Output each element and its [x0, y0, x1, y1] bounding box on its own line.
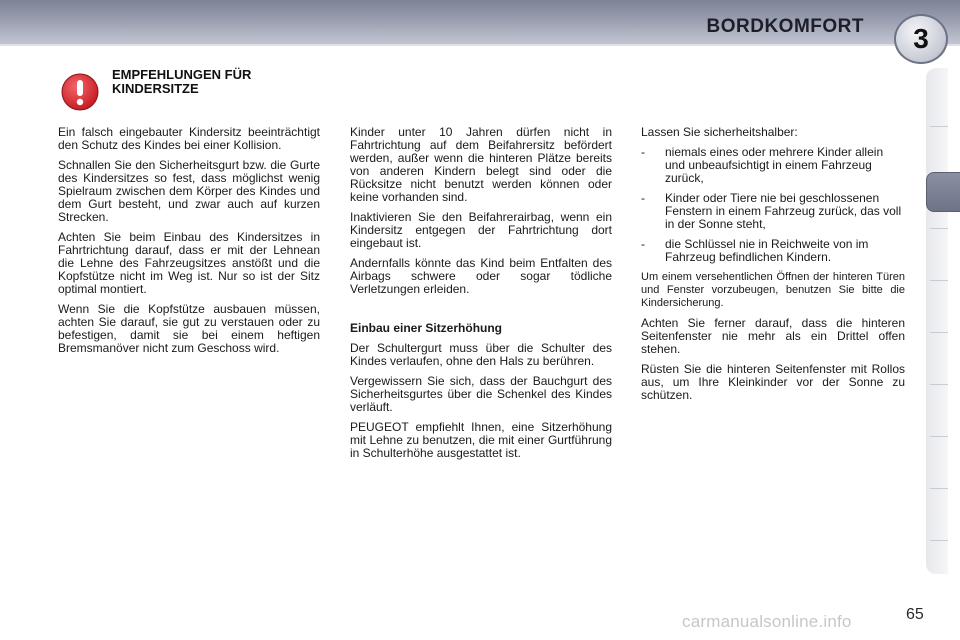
- page-number: 65: [906, 606, 924, 623]
- list-item-text: niemals eines oder mehrere Kinder allein und unbeaufsichtigt in einem Fahrzeug zurück,: [665, 145, 884, 185]
- paragraph: Der Schultergurt muss über die Schulter des Kindes verlaufen, ohne den Hals zu berühren.: [350, 341, 612, 368]
- list-item: [641, 146, 905, 185]
- paragraph: Inaktivieren Sie den Beifahrerairbag, wenn ein Kindersitz entgegen der Fahrtrichtung dort eingebaut ist.: [350, 210, 612, 250]
- list-item: [641, 192, 905, 231]
- paragraph: Rüsten Sie die hinteren Seitenfenster mit Rollos aus, um Ihre Kleinkinder vor der Sonne zu schützen.: [641, 362, 905, 402]
- bullet-mark: -: [641, 237, 645, 251]
- header-divider: [0, 44, 960, 46]
- paragraph: Wenn Sie die Kopfstütze ausbauen müssen, achten Sie darauf, sie gut zu verstauen oder zu befestigen, damit sie bei einem heftigen Bremsmanöver nicht zum Geschoss wird.: [58, 302, 320, 355]
- section-title: EMPFEHLUNGEN FÜR KINDERSITZE: [112, 67, 252, 96]
- side-tab-divider: [930, 384, 948, 385]
- paragraph: Andernfalls könnte das Kind beim Entfalten des Airbags schwere oder sogar tödliche Verletzungen erleiden.: [350, 256, 612, 296]
- list-item-text: Kinder oder Tiere nie bei geschlossenen Fenstern in einem Fahrzeug zurück, das voll in der Sonne steht,: [665, 191, 902, 231]
- paragraph: Lassen Sie sicherheitshalber:: [641, 125, 798, 139]
- bullet-mark: -: [641, 145, 645, 159]
- paragraph: Kinder unter 10 Jahren dürfen nicht in Fahrtrichtung auf dem Beifahrersitz befördert werden, außer wenn die hinteren Plätze bereits von anderen Kindern belegt sind oder die Rücksitze nicht benutzt werden können oder keine vorhanden sind.: [350, 125, 612, 204]
- text-column-middle: [350, 126, 612, 467]
- bullet-mark: -: [641, 191, 645, 205]
- paragraph: Achten Sie ferner darauf, dass die hinteren Seitenfenster nie mehr als ein Drittel offen stehen.: [641, 316, 905, 356]
- watermark: carmanualsonline.info: [682, 612, 852, 631]
- chapter-title: BORDKOMFORT: [706, 16, 864, 37]
- subheading: Einbau einer Sitzerhöhung: [350, 321, 503, 335]
- side-tab-divider: [930, 280, 948, 281]
- side-tab-divider: [930, 126, 948, 127]
- paragraph: Ein falsch eingebauter Kindersitz beeinträchtigt den Schutz des Kindes bei einer Kollision.: [58, 125, 320, 152]
- paragraph: Vergewissern Sie sich, dass der Bauchgurt des Sicherheitsgurtes über die Schenkel des Kindes verläuft.: [350, 374, 612, 414]
- side-tab-strip: [926, 68, 948, 574]
- exclamation-warning-icon: [60, 72, 100, 112]
- text-column-left: [58, 126, 320, 362]
- side-tab-active[interactable]: [926, 172, 960, 212]
- side-tab-divider: [930, 488, 948, 489]
- list-item-text: die Schlüssel nie in Reichweite von im Fahrzeug befindlichen Kindern.: [665, 237, 869, 264]
- paragraph: PEUGEOT empfiehlt Ihnen, eine Sitzerhöhung mit Lehne zu benutzen, die mit einer Gurtführung in Schulterhöhe ausgestattet ist.: [350, 420, 612, 460]
- text-column-right: [641, 126, 905, 409]
- paragraph: Achten Sie beim Einbau des Kindersitzes in Fahrtrichtung darauf, dass er mit der Lehnean die Lehne des Fahrzeugsitzes anstößt und die Kopfstütze nicht im Weg ist. Nur so ist der Sitz optimal montiert.: [58, 230, 320, 296]
- side-tab-divider: [930, 228, 948, 229]
- side-tab-divider: [930, 436, 948, 437]
- side-tab-divider: [930, 540, 948, 541]
- paragraph: Um einem versehentlichen Öffnen der hinteren Türen und Fenster vorzubeugen, benutzen Sie bitte die Kindersicherung.: [641, 271, 905, 309]
- chapter-number-badge: 3: [894, 14, 948, 64]
- paragraph: Schnallen Sie den Sicherheitsgurt bzw. die Gurte des Kindersitzes so fest, dass möglichst wenig Spielraum zwischen dem Körper des Kindes und dem Gurt besteht, und zwar auch auf kurzen Strecken.: [58, 158, 320, 224]
- side-tab-divider: [930, 332, 948, 333]
- spacer: [350, 303, 612, 322]
- list-item: [641, 238, 905, 264]
